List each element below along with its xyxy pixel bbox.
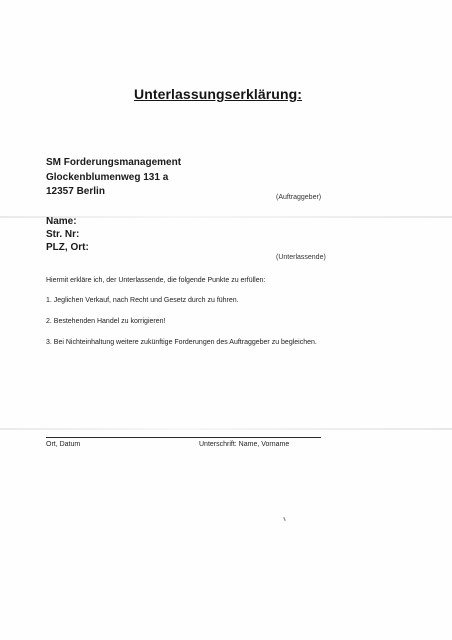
sender-street: Glockenblumenweg 131 a xyxy=(46,171,169,183)
document-title: Unterlassungserklärung: xyxy=(134,86,303,102)
signature-line xyxy=(46,437,321,438)
signature-name-label: Unterschrift: Name, Vorname xyxy=(199,441,290,448)
recipient-name-label: Name: xyxy=(46,216,77,227)
point-3: 3. Bei Nichteinhaltung weitere zukünftige Forderungen des Auftraggeber zu begleichen. xyxy=(46,339,317,346)
point-1: 1. Jeglichen Verkauf, nach Recht und Gesetz durch zu führen. xyxy=(46,297,239,304)
scan-artifact xyxy=(0,428,452,430)
place-date-label: Ort, Datum xyxy=(46,441,81,448)
sender-city: 12357 Berlin xyxy=(46,186,105,197)
sender-address xyxy=(46,156,181,200)
intro-text: Hiermit erkläre ich, der Unterlassende, die folgende Punkte zu erfüllen: xyxy=(46,277,266,284)
point-2: 2. Bestehenden Handel zu korrigieren! xyxy=(46,318,166,325)
scan-speck xyxy=(283,517,285,521)
sender-name: SM Forderungsmanagement xyxy=(46,157,182,168)
recipient-fields xyxy=(46,215,89,254)
sender-role-label: (Auftraggeber) xyxy=(276,194,322,201)
recipient-role-label: (Unterlassende) xyxy=(276,254,326,261)
recipient-city-label: PLZ, Ort: xyxy=(46,242,89,253)
recipient-street-label: Str. Nr: xyxy=(46,229,80,240)
